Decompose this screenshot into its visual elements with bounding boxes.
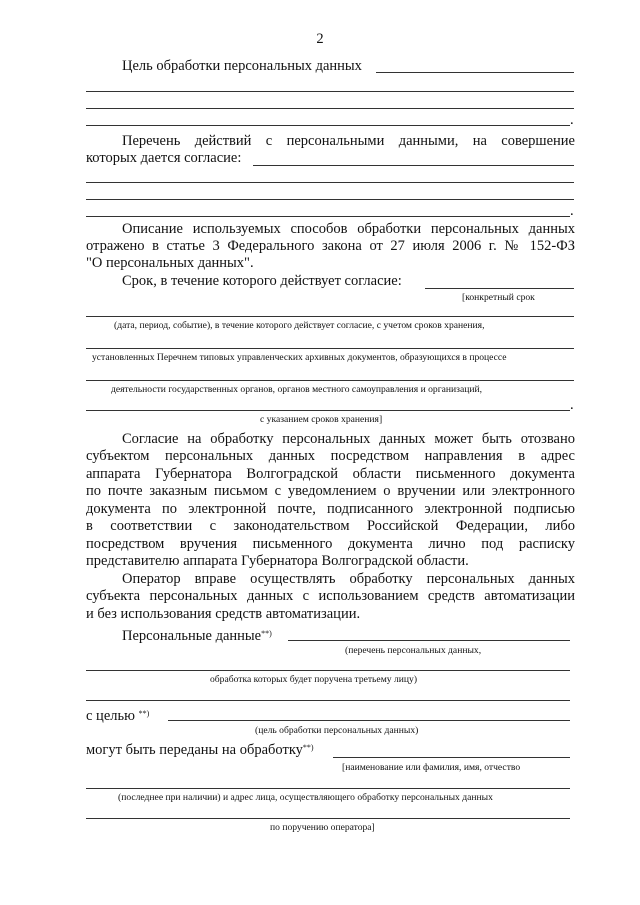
term-line-5[interactable]	[86, 410, 570, 411]
actions-line-4[interactable]	[86, 199, 574, 200]
term-hint-4: деятельности государственных органов, органов местного самоуправления и организаций,	[111, 384, 483, 395]
footnote-mark: **)	[302, 743, 314, 752]
footnote-mark: **)	[138, 709, 150, 718]
methods-line-1: Описание используемых способов обработки персональных данных	[122, 221, 575, 237]
personal-data-field-line[interactable]	[288, 640, 570, 641]
withdrawal-line-4: по почте заказным письмом с уведомлением о вручении или электронного	[86, 483, 575, 499]
page-number: 2	[316, 31, 324, 47]
withdrawal-line-2: субъектом персональных данных посредством направления в адрес	[86, 448, 575, 464]
actions-line-3[interactable]	[86, 182, 574, 183]
purpose-line-4[interactable]	[86, 125, 570, 126]
withdrawal-line-8: представителю аппарата Губернатора Волгоградской области.	[86, 553, 469, 569]
personal-data-label: Персональные данные**)	[122, 628, 272, 644]
third-party-hint: обработка которых будет поручена третьему лицу)	[210, 674, 418, 685]
purpose-line-3[interactable]	[86, 108, 574, 109]
term-label: Срок, в течение которого действует согласие:	[122, 273, 402, 289]
operator-line-3: и без использования средств автоматизации.	[86, 606, 361, 622]
operator-line-2: субъекта персональных данных с использованием средств автоматизации	[86, 588, 575, 604]
term-hint-1: [конкретный срок	[462, 292, 535, 303]
withdrawal-line-1: Согласие на обработку персональных данных может быть отозвано	[122, 431, 575, 447]
goal-label: с целью **)	[86, 708, 150, 724]
purpose-line-2[interactable]	[86, 91, 574, 92]
name-hint: [наименование или фамилия, имя, отчество	[342, 762, 521, 773]
term-line-4[interactable]	[86, 380, 574, 381]
goal-hint: (цель обработки персональных данных)	[255, 725, 419, 736]
purpose-label: Цель обработки персональных данных	[122, 58, 362, 74]
actions-field-line[interactable]	[253, 165, 574, 166]
transfer-label: могут быть переданы на обработку**)	[86, 742, 314, 758]
term-hint-3: установленных Перечнем типовых управленческих архивных документов, образующихся в процессе	[92, 352, 507, 363]
actions-period: .	[570, 203, 574, 219]
purpose-field-line[interactable]	[376, 72, 574, 73]
withdrawal-line-7: посредством вручения письменного документа лично под расписку	[86, 536, 575, 552]
transfer-line-2[interactable]	[86, 788, 570, 789]
transfer-field-line[interactable]	[333, 757, 570, 758]
actions-line-2: которых дается согласие:	[86, 150, 242, 166]
term-hint-5: с указанием сроков хранения]	[260, 414, 383, 425]
personal-data-hint: (перечень персональных данных,	[345, 645, 482, 656]
methods-line-3: "О персональных данных".	[86, 255, 254, 271]
personal-data-line-3[interactable]	[86, 700, 570, 701]
operator-line-1: Оператор вправе осуществлять обработку персональных данных	[122, 571, 575, 587]
purpose-period: .	[570, 112, 574, 128]
actions-line-5[interactable]	[86, 216, 570, 217]
withdrawal-line-6: в соответствии с законодательством Российской Федерации, либо	[86, 518, 575, 534]
address-hint: (последнее при наличии) и адрес лица, осуществляющего обработку персональных данных	[118, 792, 493, 803]
term-hint-2: (дата, период, событие), в течение которого действует согласие, с учетом сроков хранения,	[114, 320, 485, 331]
term-line-3[interactable]	[86, 348, 574, 349]
term-field-line[interactable]	[425, 288, 574, 289]
methods-line-2: отражено в статье 3 Федерального закона от 27 июля 2006 г. № 152-ФЗ	[86, 238, 575, 254]
withdrawal-line-3: аппарата Губернатора Волгоградской области письменного документа	[86, 466, 575, 482]
transfer-line-3[interactable]	[86, 818, 570, 819]
actions-line-1: Перечень действий с персональными данными, на совершение	[122, 133, 575, 149]
personal-data-line-2[interactable]	[86, 670, 570, 671]
operator-instruction-hint: по поручению оператора]	[270, 822, 375, 833]
withdrawal-line-5: документа по электронной почте, подписанного электронной подписью	[86, 501, 575, 517]
term-line-2[interactable]	[86, 316, 574, 317]
term-period: .	[570, 397, 574, 413]
footnote-mark: **)	[261, 629, 272, 638]
goal-field-line[interactable]	[168, 720, 570, 721]
